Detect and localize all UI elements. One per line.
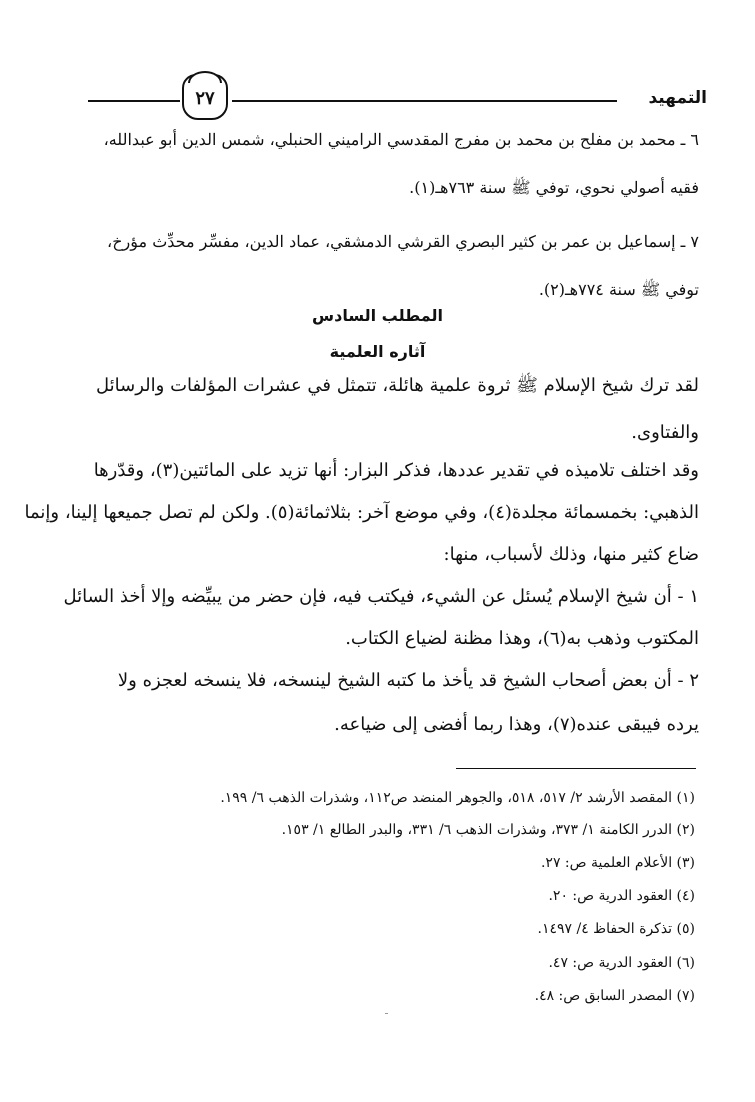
body-line: ١ - أن شيخ الإسلام يُسئل عن الشيء، فيكتب فيه، فإن حضر من يبيِّضه وإلا أخذ السائل [63, 586, 699, 607]
footnote: (٤) العقود الدرية ص: ٢٠. [548, 888, 695, 904]
header-rule-left [88, 100, 180, 102]
footnote: (١) المقصد الأرشد ٢/ ٥١٧، ٥١٨، والجوهر المنضد ص١١٢، وشذرات الذهب ٦/ ١٩٩. [220, 790, 695, 806]
section-heading: المطلب السادس [312, 306, 443, 325]
body-line: ضاع كثير منها، وذلك لأسباب، منها: [443, 544, 699, 565]
body-line: يرده فيبقى عنده(٧)، وهذا ربما أفضى إلى ضياعه. [334, 714, 699, 735]
body-line: توفي ﷺ سنة ٧٧٤هـ(٢). [538, 280, 699, 299]
footnote: (٣) الأعلام العلمية ص: ٢٧. [540, 855, 695, 871]
footnote: (٢) الدرر الكامنة ١/ ٣٧٣، وشذرات الذهب ٦/ ٣٣١، والبدر الطالع ١/ ١٥٣. [281, 822, 695, 838]
body-line: والفتاوى. [631, 422, 699, 443]
body-line: الذهبي: بخمسمائة مجلدة(٤)، وفي موضع آخر: بثلاثمائة(٥). ولكن لم تصل جميعها إلينا، وإنما [24, 502, 699, 523]
body-line: المكتوب وذهب به(٦)، وهذا مظنة لضياع الكتاب. [345, 628, 699, 649]
body-line: لقد ترك شيخ الإسلام ﷺ ثروة علمية هائلة، تتمثل في عشرات المؤلفات والرسائل [96, 375, 699, 396]
body-line: ٧ ـ إسماعيل بن عمر بن كثير البصري القرشي الدمشقي، عماد الدين، مفسِّر محدِّث مؤرخ، [107, 232, 699, 251]
body-line: فقيه أصولي نحوي، توفي ﷺ سنة ٧٦٣هـ(١). [409, 178, 699, 197]
footnote-separator [456, 768, 696, 769]
body-line: وقد اختلف تلاميذه في تقدير عددها، فذكر البزار: أنها تزيد على المائتين(٣)، وقدّرها [93, 460, 699, 481]
body-line: ٢ - أن بعض أصحاب الشيخ قد يأخذ ما كتبه الشيخ لينسخه، فلا ينسخه لعجزه ولا [117, 670, 699, 691]
footnote: (٥) تذكرة الحفاظ ٤/ ١٤٩٧. [537, 921, 695, 937]
footnote: (٧) المصدر السابق ص: ٤٨. [534, 988, 695, 1004]
body-line: ٦ ـ محمد بن مفلح بن محمد بن مفرج المقدسي الراميني الحنبلي، شمس الدين أبو عبدالله، [103, 130, 699, 149]
header-rule-right [232, 100, 617, 102]
scan-speck [385, 1013, 388, 1014]
section-subheading: آثاره العلمية [329, 342, 426, 361]
footnote: (٦) العقود الدرية ص: ٤٧. [548, 955, 695, 971]
page-number: ٢٧ [195, 88, 215, 109]
chapter-title: التمهيد [648, 88, 707, 108]
page-number-frame [182, 74, 228, 120]
